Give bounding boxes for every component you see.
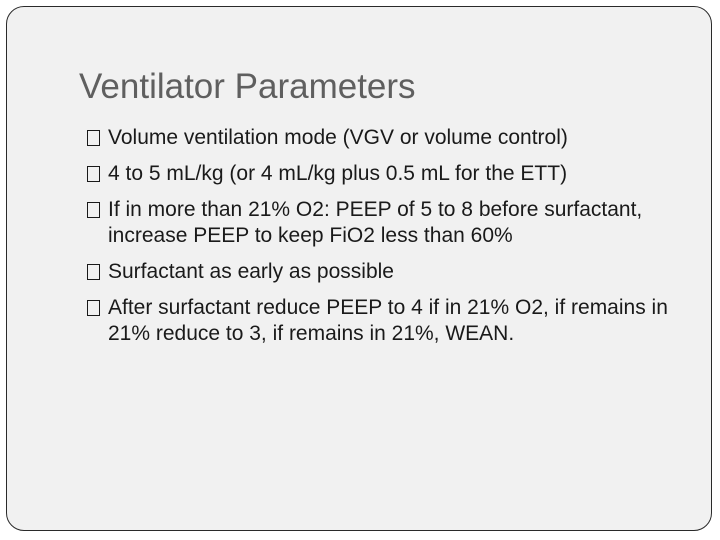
bullet-item-3 xyxy=(85,197,685,249)
bullet-list xyxy=(85,125,685,357)
bullet-text: If in more than 21% O2: PEEP of 5 to 8 before surfactant, increase PEEP to keep FiO2 less than 60% xyxy=(108,198,643,247)
slide-frame xyxy=(6,6,712,531)
box-glyph-icon xyxy=(87,202,100,218)
bullet-item-2 xyxy=(85,161,685,187)
bullet-text: After surfactant reduce PEEP to 4 if in 21% O2, if remains in 21% reduce to 3, if remains in 21%, WEAN. xyxy=(108,296,668,345)
bullet-text: Surfactant as early as possible xyxy=(108,260,394,283)
slide-title: Ventilator Parameters xyxy=(79,67,416,106)
box-glyph-icon xyxy=(87,264,100,280)
bullet-item-1 xyxy=(85,125,685,151)
bullet-item-4 xyxy=(85,259,685,285)
box-glyph-icon xyxy=(87,130,100,146)
box-glyph-icon xyxy=(87,166,100,182)
bullet-text: 4 to 5 mL/kg (or 4 mL/kg plus 0.5 mL for the ETT) xyxy=(108,162,568,185)
bullet-item-5 xyxy=(85,295,685,347)
bullet-text: Volume ventilation mode (VGV or volume control) xyxy=(108,126,568,149)
box-glyph-icon xyxy=(87,300,100,316)
